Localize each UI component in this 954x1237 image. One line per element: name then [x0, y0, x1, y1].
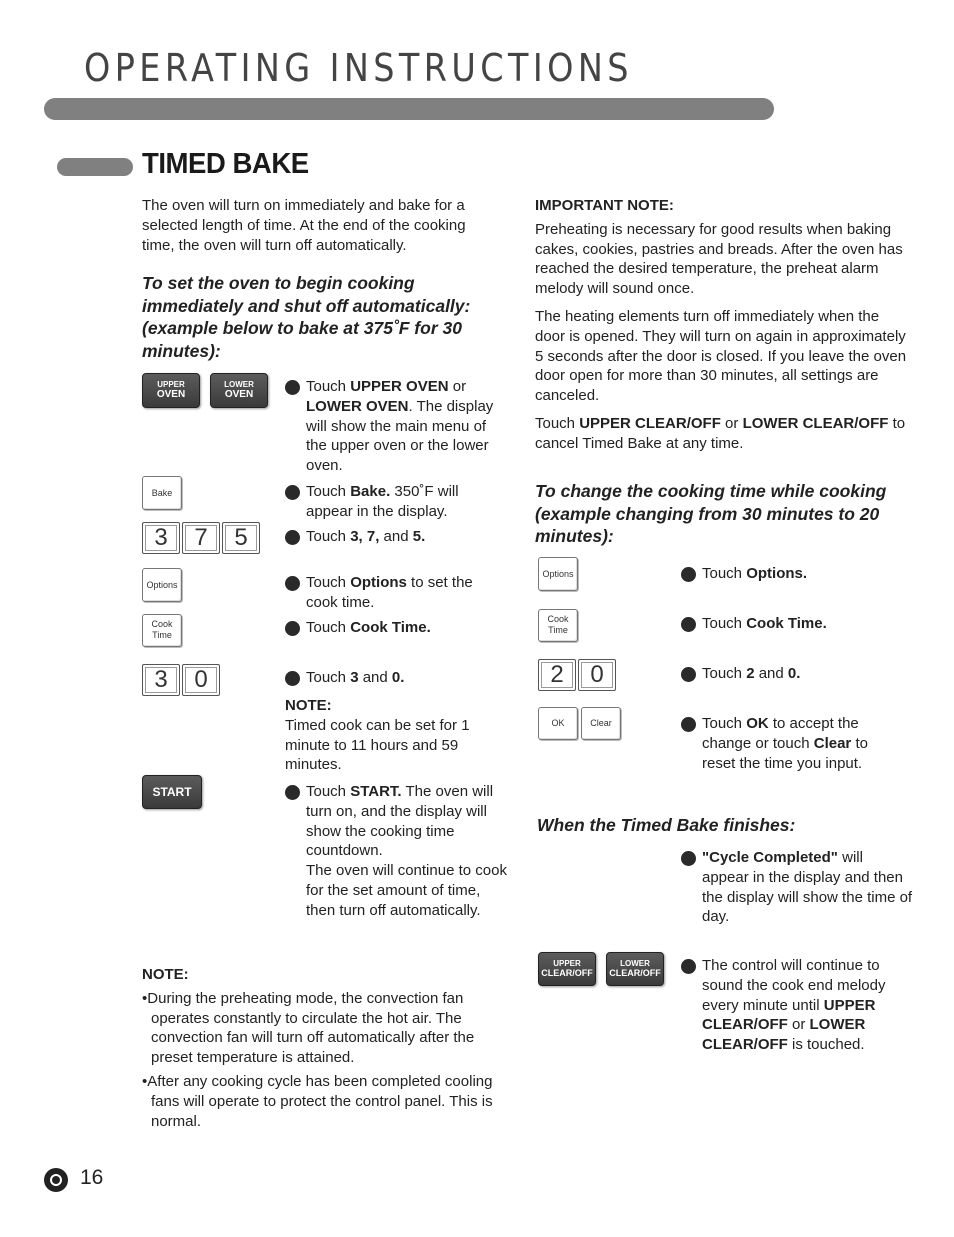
- step-text: Touch: [702, 665, 747, 682]
- cook-time-key: [142, 614, 182, 647]
- note-text: Timed cook can be set for 1 minute to 11 hours and 59 minutes.: [285, 716, 470, 774]
- bottom-note-list: [142, 989, 512, 1132]
- key-line: OVEN: [156, 389, 186, 400]
- step-text-bold: LOWER CLEAR/OFF: [702, 1016, 866, 1054]
- step-text-bold: 3, 7,: [350, 528, 380, 545]
- digit-key: 0: [182, 664, 220, 696]
- step-number: 4: [285, 576, 300, 591]
- step-text: The oven will continue to cook for the set amount of time, then turn off automatically.: [306, 862, 507, 919]
- step-text: Touch: [306, 669, 351, 686]
- p3-text: Touch: [535, 414, 580, 432]
- step-text-bold: START.: [350, 783, 402, 800]
- digit-key: 5: [222, 522, 260, 554]
- digit-key: 3: [142, 522, 180, 554]
- bottom-note-label: NOTE:: [142, 966, 189, 983]
- lower-oven-key: [210, 373, 268, 408]
- right-step-2: [675, 614, 911, 634]
- step-text: 350˚F will appear in the display.: [306, 483, 459, 520]
- step-text: or: [787, 1016, 810, 1034]
- digit-key: 7: [182, 522, 220, 554]
- step-text-bold: 0.: [391, 669, 405, 686]
- intro-text: The oven will turn on immediately and bake for a selected length of time. At the end of the cooking time, the oven will turn off automatically.: [142, 197, 466, 254]
- key-line: UPPER: [553, 959, 581, 968]
- note-label: NOTE:: [285, 697, 332, 714]
- digit-key: 3: [142, 664, 180, 696]
- step-number: 1: [681, 567, 696, 582]
- page-number: 16: [80, 1166, 104, 1189]
- left-step-7: [279, 782, 507, 921]
- step-text-bold: LOWER OVEN: [306, 397, 409, 415]
- step-text: and: [358, 669, 392, 686]
- step-text-bold: 0.: [787, 665, 801, 682]
- step-text-bold: Clear: [813, 734, 852, 752]
- step-text: Touch: [306, 483, 351, 500]
- key-line: OVEN: [224, 389, 254, 400]
- step-text: to set the cook time.: [306, 574, 473, 611]
- note-item-text: After any cooking cycle has been completed cooling fans will operate to protect the control panel. This is normal.: [147, 1072, 493, 1130]
- right-step-1: [675, 564, 911, 584]
- step-text-bold: Options: [350, 574, 407, 591]
- cook-time-key: [538, 609, 578, 642]
- step-text: Touch: [306, 574, 351, 591]
- step-text-bold: Cook Time.: [746, 615, 827, 632]
- p3-text-bold: LOWER CLEAR/OFF: [742, 414, 889, 432]
- upper-clear-off-key: [538, 952, 596, 986]
- bottom-note: [142, 965, 512, 1135]
- important-p3: [535, 414, 910, 454]
- options-key: Options: [142, 568, 182, 602]
- step-text: Touch: [306, 783, 351, 800]
- step-number: 2: [681, 617, 696, 632]
- step-text: Touch: [306, 378, 351, 395]
- step-number: 6: [285, 671, 300, 686]
- key-line: LOWER: [620, 959, 650, 968]
- right-step-3: [675, 664, 911, 684]
- step-number: 1: [285, 380, 300, 395]
- important-p2: The heating elements turn off immediately when the door is opened. They will turn on again in approximately 5 seconds after the door is closed. If you leave the oven door open for more than 30 minutes, all settings are canceled.: [535, 307, 907, 405]
- step-text: to accept the change or touch: [702, 715, 859, 752]
- page-header-title: OPERATING INSTRUCTIONS: [84, 46, 633, 90]
- step-text: Touch: [702, 715, 747, 732]
- ok-key: OK: [538, 707, 578, 740]
- finish-step-2: [675, 956, 896, 1055]
- key-line: UPPER: [157, 380, 185, 389]
- p3-text-bold: UPPER CLEAR/OFF: [579, 414, 721, 432]
- step-number: 4: [681, 717, 696, 732]
- left-step-4: [279, 573, 495, 613]
- key-line: Cook: [547, 614, 569, 624]
- digit-key: 2: [538, 659, 576, 691]
- step-text: and: [379, 528, 413, 545]
- key-line: CLEAR/OFF: [541, 968, 593, 978]
- important-p1: Preheating is necessary for good results when baking cakes, cookies, pastries and breads. After the oven has reached the desired temperature, the preheat alarm melody will sound once.: [535, 220, 903, 298]
- step-text-bold: 5.: [412, 528, 426, 545]
- step-number: 1: [681, 851, 696, 866]
- p3-text: or: [720, 414, 743, 432]
- step-number: 2: [681, 959, 696, 974]
- step-text: . The display will show the main menu of the upper oven or the lower oven.: [306, 397, 494, 475]
- lg-logo-icon: [44, 1168, 68, 1192]
- left-step-6: [279, 668, 505, 688]
- left-step-1: [279, 377, 505, 476]
- step-text: and: [754, 665, 788, 682]
- section-title: TIMED BAKE: [142, 148, 309, 180]
- left-step-3: [279, 527, 505, 547]
- note-item-text: During the preheating mode, the convection fan operates constantly to circulate the hot air. The convection fan will turn off automatically after the preset temperature is attained.: [147, 989, 475, 1067]
- step-text: Touch: [702, 615, 747, 632]
- key-line: Cook: [151, 619, 173, 629]
- left-step-5: [279, 618, 505, 638]
- step-text: Touch: [702, 565, 747, 582]
- step-number: 3: [681, 667, 696, 682]
- bake-key: Bake: [142, 476, 182, 510]
- right-heading: To change the cooking time while cooking (example changing from 30 minutes to 20 minutes):: [535, 481, 887, 546]
- options-key: Options: [538, 557, 578, 591]
- step-text-bold: "Cycle Completed": [702, 849, 838, 866]
- step-number: 5: [285, 621, 300, 636]
- left-step-2: [279, 482, 495, 522]
- digit-key: 0: [578, 659, 616, 691]
- lower-clear-off-key: [606, 952, 664, 986]
- finish-heading: When the Timed Bake finishes:: [537, 815, 796, 835]
- step-text-bold: Bake.: [350, 483, 391, 500]
- step-number: 2: [285, 485, 300, 500]
- step-text-bold: OK: [746, 715, 769, 732]
- step-text: to reset the time you input.: [702, 734, 868, 772]
- finish-step-1: [675, 848, 913, 927]
- clear-key: Clear: [581, 707, 621, 740]
- step-text: will appear in the display and then the display will show the time of day.: [702, 849, 913, 926]
- left-heading: To set the oven to begin cooking immediately and shut off automatically: (example below to bake at 375˚F for 30 minutes):: [142, 273, 471, 361]
- header-bar: [44, 98, 774, 120]
- step-text-bold: 3: [350, 669, 359, 686]
- start-key: START: [142, 775, 202, 809]
- p3-text: to cancel Timed Bake at any time.: [535, 414, 906, 452]
- step-number: 3: [285, 530, 300, 545]
- upper-oven-key: [142, 373, 200, 408]
- step-text: is touched.: [787, 1036, 865, 1054]
- step-text-bold: UPPER CLEAR/OFF: [702, 996, 876, 1034]
- step-text-bold: Cook Time.: [350, 619, 431, 636]
- step-text-bold: Options.: [746, 565, 808, 582]
- key-line: Time: [152, 630, 172, 640]
- key-line: Time: [548, 625, 568, 635]
- bottom-note-item: •During the preheating mode, the convection fan operates constantly to circulate the hot air. The convection fan will turn off automatically after the preset temperature is attained.: [142, 989, 475, 1067]
- step-text: The control will continue to sound the cook end melody every minute until: [702, 957, 886, 1014]
- important-label: IMPORTANT NOTE:: [535, 197, 674, 214]
- step-number: 7: [285, 785, 300, 800]
- step6-note: [285, 696, 495, 775]
- section-pill: [57, 158, 133, 176]
- step-text-bold: UPPER OVEN: [350, 378, 449, 395]
- step-text: Touch: [306, 619, 351, 636]
- bottom-note-item: •After any cooking cycle has been completed cooling fans will operate to protect the control panel. This is normal.: [142, 1072, 493, 1130]
- right-step-4: [675, 714, 896, 773]
- key-line: LOWER: [224, 380, 254, 389]
- step-text: or: [448, 378, 467, 395]
- step-text-bold: 2: [746, 665, 755, 682]
- step-text: Touch: [306, 528, 351, 545]
- key-line: CLEAR/OFF: [609, 968, 661, 978]
- step-text: The oven will turn on, and the display will show the cooking time countdown.: [306, 783, 494, 860]
- important-note: [535, 196, 910, 454]
